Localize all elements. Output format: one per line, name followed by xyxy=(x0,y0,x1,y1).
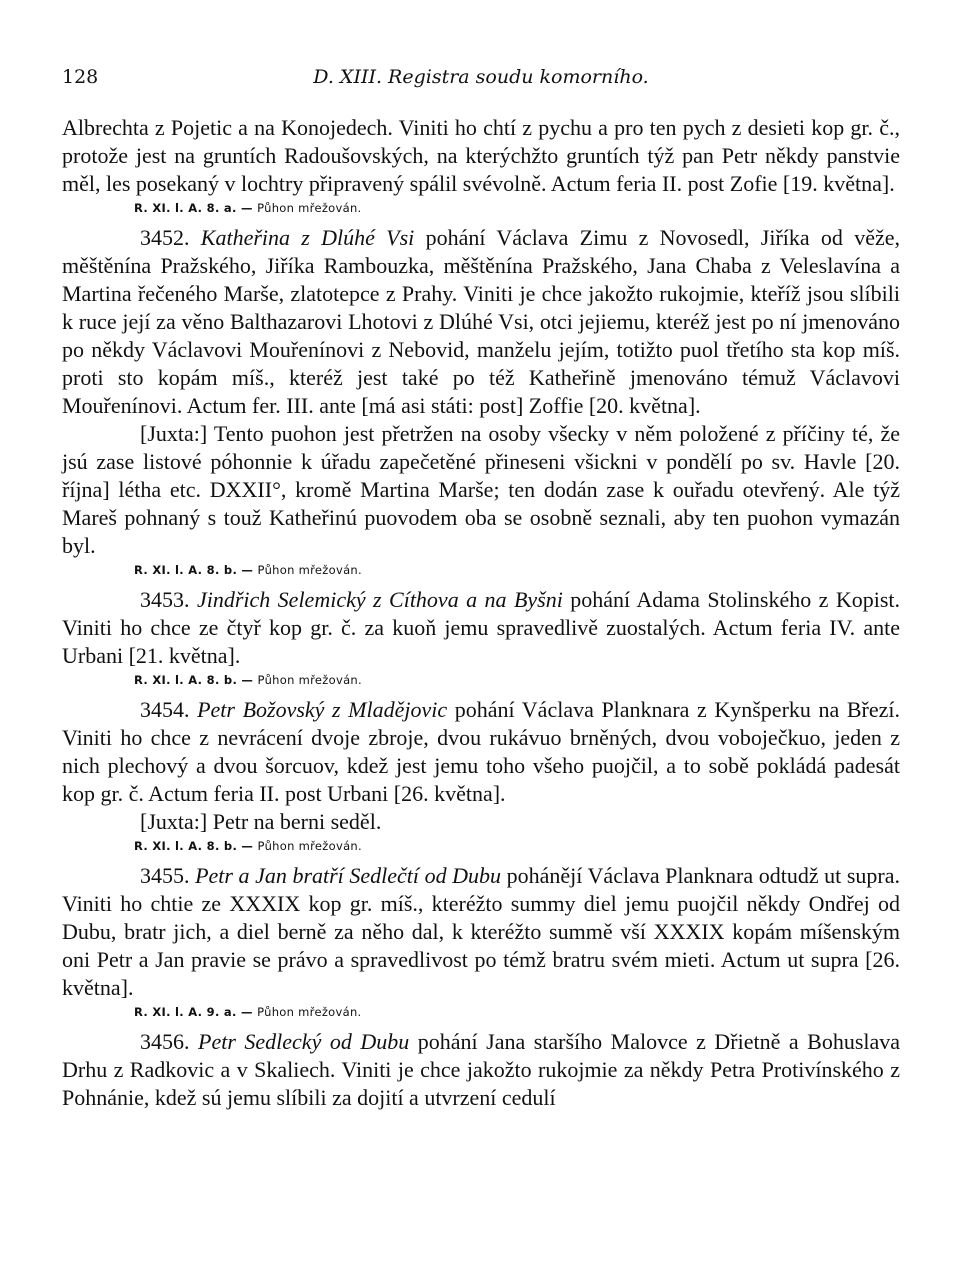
entry-3453 xyxy=(62,586,900,670)
source-reference: R. XI. l. A. 8. b. — Půhon mřežován. xyxy=(134,563,362,577)
page-header xyxy=(62,60,900,96)
source-reference: R. XI. l. A. 9. a. — Půhon mřežován. xyxy=(134,1005,362,1019)
entry-party-name: Katheřina z Dlúhé Vsi xyxy=(200,225,415,250)
source-reference: R. XI. l. A. 8. b. — Půhon mřežován. xyxy=(134,673,362,687)
entry-number: 3452. xyxy=(140,225,190,250)
entry-number: 3456. xyxy=(140,1029,190,1054)
entry-3452 xyxy=(62,224,900,420)
entry-3455 xyxy=(62,862,900,1002)
page-number: 128 xyxy=(62,66,99,88)
entry-number: 3454. xyxy=(140,697,190,722)
source-reference: R. XI. l. A. 8. b. — Půhon mřežován. xyxy=(134,839,362,853)
entry-number: 3455. xyxy=(140,863,190,888)
entry-text: pohání Jana staršího Malovce z Dřietně a Bohuslava Drhu z Radkovic a v Skaliech. Viniti je chce jakožto rukojmie za někdy Petra Protivínského z Pohnánie, kdež sú jemu slíbili za dojití a utvrzení cedulí xyxy=(62,1029,901,1110)
entry-text: pohánějí Václava Planknara odtudž ut supra. Viniti ho chtie ze XXXIX kop gr. míš., kteréžto summy diel jemu puojčil někdy Ondřej od Dubu, bratr jich, a diel berně za něho dal, k kteréžto summě vší XXXIX kopám míšenským oni Petr a Jan pravie se právo a spravedlivost po témž bratru svém mieti. Actum ut supra [26. května]. xyxy=(62,863,901,1000)
source-reference: R. XI. l. A. 8. a. — Půhon mřežován. xyxy=(134,201,362,215)
entry-continuation: Albrechta z Pojetic a na Konojedech. Viniti ho chtí z pychu a pro ten pych z desieti kop gr. č., protože jest na gruntích Radoušovských, na kterýchžto gruntích týž pan Petr někdy panstvie měl, les posekaný v lochtry připravený spálil svévolně. Actum feria II. post Zofie [19. května]. xyxy=(62,115,900,196)
entry-3456 xyxy=(62,1028,900,1112)
entry-text: pohání Václava Planknara z Kynšperku na Březí. Viniti ho chce z nevrácení dvoje zbroje, dvou rukávuo brněných, dvou voboječkuo, jeden z nich plechový a dvou šorcuov, kdež jest jemu toho všeho puojčil, a to sobě pokládá padesát kop gr. č. Actum feria II. post Urbani [26. května]. xyxy=(62,697,900,806)
page-body xyxy=(62,114,900,1112)
entry-juxta-note: [Juxta:] Tento puohon jest přetržen na osoby všecky v něm položené z příčiny té, že jsú zase listové póhonnie k úřadu zapečetěné přineseni všickni v pondělí po sv. Havle [20. října] létha etc. DXXII°, kromě Martina Marše; ten dodán zase k ouřadu otevřený. Ale týž Mareš pohnaný s touž Katheřinú puovodem oba se osobně seznali, aby ten puohon vymazán byl. xyxy=(62,421,900,558)
running-title: D. XIII. Registra soudu komorního. xyxy=(313,66,649,88)
entry-party-name: Jindřich Selemický z Cíthova a na Byšni xyxy=(196,587,563,612)
entry-text: pohání Adama Stolinského z Kopist. Viniti ho chce ze čtyř kop gr. č. za kuoň jemu spravedlivě zuostalých. Actum feria IV. ante Urbani [21. května]. xyxy=(62,587,901,668)
entry-party-name: Petr Božovský z Mladějovic xyxy=(197,697,448,722)
entry-party-name: Petr Sedlecký od Dubu xyxy=(198,1029,410,1054)
entry-3454 xyxy=(62,696,900,808)
entry-party-name: Petr a Jan bratří Sedlečtí od Dubu xyxy=(195,863,502,888)
entry-juxta-note: [Juxta:] Petr na berni seděl. xyxy=(140,809,382,834)
entry-number: 3453. xyxy=(140,587,190,612)
entry-text: pohání Václava Zimu z Novosedl, Jiříka od věže, měštěnína Pražského, Jiříka Rambouzka, měštěnína Pražského, Jana Chaba z Veleslavína a Martina řečeného Marše, zlatotepce z Prahy. Viniti je chce jakožto rukojmie, kteříž jsou slíbili k ruce její za věno Balthazarovi Lhotovi z Dlúhé Vsi, otci jejiemu, kteréž jest po ní jmenováno po někdy Václavovi Mouřenínovi z Nebovid, manželu jejím, totižto puol třetího sta kop míš. proti sto kopám míš., kteréž jest také po též Katheřině jmenováno témuž Václavovi Mouřenínovi. Actum fer. III. ante [má asi státi: post] Zoffie [20. května]. xyxy=(62,225,901,418)
